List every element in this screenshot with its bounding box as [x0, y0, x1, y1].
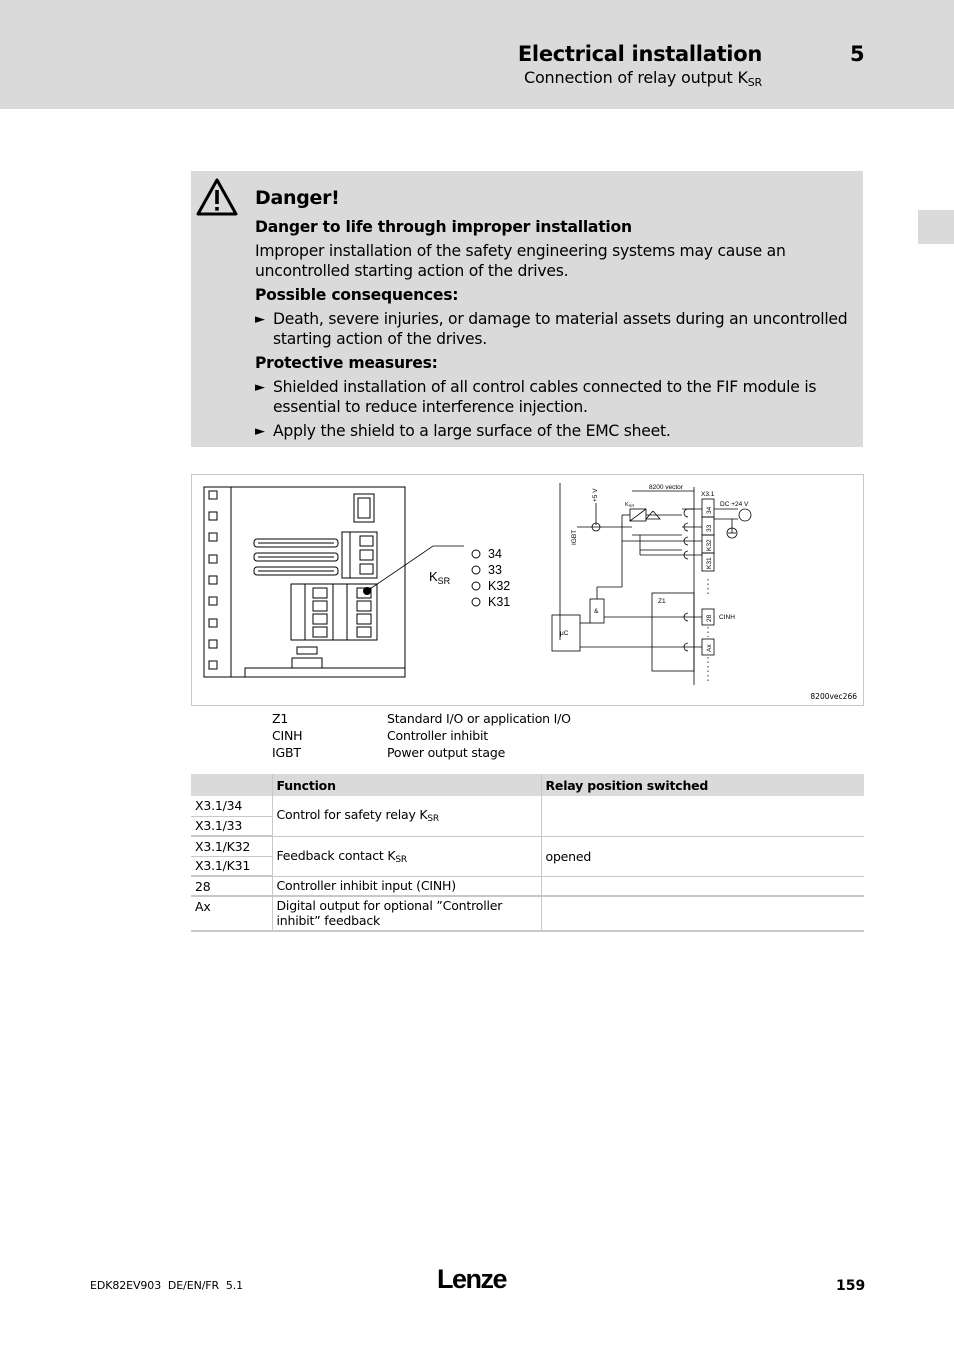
bullet-triangle-icon: ► [255, 424, 265, 439]
pin-label: 28 [706, 614, 713, 622]
terminal-label: 34 [488, 547, 502, 561]
page-number: 159 [836, 1278, 866, 1294]
legend-row: IGBT Power output stage [272, 745, 506, 760]
table-row: X3.1/34 Control for safety relay $K_{SR}$ [191, 796, 864, 816]
danger-intro: Improper installation of the safety engineering systems may cause an uncontrolled starting action of the drives. [255, 242, 786, 280]
z1-label: Z1 [658, 598, 666, 605]
table-row: 28 Controller inhibit input (CINH) [191, 876, 864, 896]
table-row: X3.1/K32 Feedback contact $K_{SR}$ opened [191, 836, 864, 856]
danger-box [191, 171, 863, 447]
relay-schematic [552, 483, 751, 685]
measures-label: Protective measures: [255, 354, 438, 372]
figure-legend [272, 710, 571, 761]
table-header-row: Function Relay position switched [191, 774, 864, 796]
legend-row: CINH Controller inhibit [272, 728, 488, 743]
consequences-label: Possible consequences: [255, 286, 459, 304]
figure-id: 8200vec266 [810, 692, 857, 701]
pin-label: K32 [706, 539, 713, 551]
bullet-triangle-icon: ► [255, 312, 265, 327]
warning-triangle-icon [196, 178, 238, 216]
legend-row: Z1 Standard I/O or application I/O [272, 711, 571, 726]
measure-item: ► Apply the shield to a large surface of the EMC sheet. [255, 422, 671, 440]
page-subtitle: Connection of relay output $K_{SR}$ [524, 68, 762, 89]
table-row: Ax Digital output for optional ”Controller inhibit” feedback [191, 896, 864, 931]
cinh-label: CINH [719, 614, 735, 621]
schematic-ksr-label: KSR [625, 502, 635, 508]
wiring-figure [191, 474, 864, 706]
chapter-tab [918, 210, 954, 244]
bullet-triangle-icon: ► [255, 380, 265, 395]
pin-label: Ax [706, 644, 713, 652]
pin-label: K31 [706, 557, 713, 569]
consequence-item: ► Death, severe injuries, or damage to material assets during an uncontrolled starting action of the drives. [255, 310, 848, 348]
terminal-label: K31 [488, 595, 511, 609]
connector-label: X3.1 [701, 491, 715, 498]
document-code: EDK82EV903 DE/EN/FR 5.1 [90, 1279, 244, 1292]
device-label: 8200 vector [649, 484, 683, 491]
page-title: Electrical installation [517, 42, 762, 66]
controller-panel-drawing [204, 487, 405, 677]
danger-body [255, 217, 855, 446]
terminal-label: K32 [488, 579, 511, 593]
pin-label: 34 [706, 506, 713, 514]
uc-label: µC [560, 630, 569, 637]
terminal-label: 33 [488, 563, 502, 577]
measure-item: ► Shielded installation of all control cables connected to the FIF module is essential to reduce interference injection. [255, 378, 817, 416]
chapter-number: 5 [850, 42, 865, 66]
plus5v-label: +5 V [592, 488, 599, 502]
lenze-logo: Lenze [437, 1264, 507, 1294]
ksr-label: $K_{SR}$ [429, 569, 451, 586]
igbt-label: IGBT [571, 529, 578, 545]
table-row: X3.1/K31 [191, 856, 864, 876]
danger-heading: Danger to life through improper installation [255, 218, 632, 236]
and-gate-label: & [594, 608, 599, 615]
table-row: X3.1/33 [191, 816, 864, 836]
supply-label: DC +24 V [720, 501, 749, 508]
danger-title: Danger! [255, 187, 340, 209]
terminal-table [191, 774, 864, 932]
pin-label: 33 [706, 524, 713, 532]
header-band [0, 0, 954, 109]
